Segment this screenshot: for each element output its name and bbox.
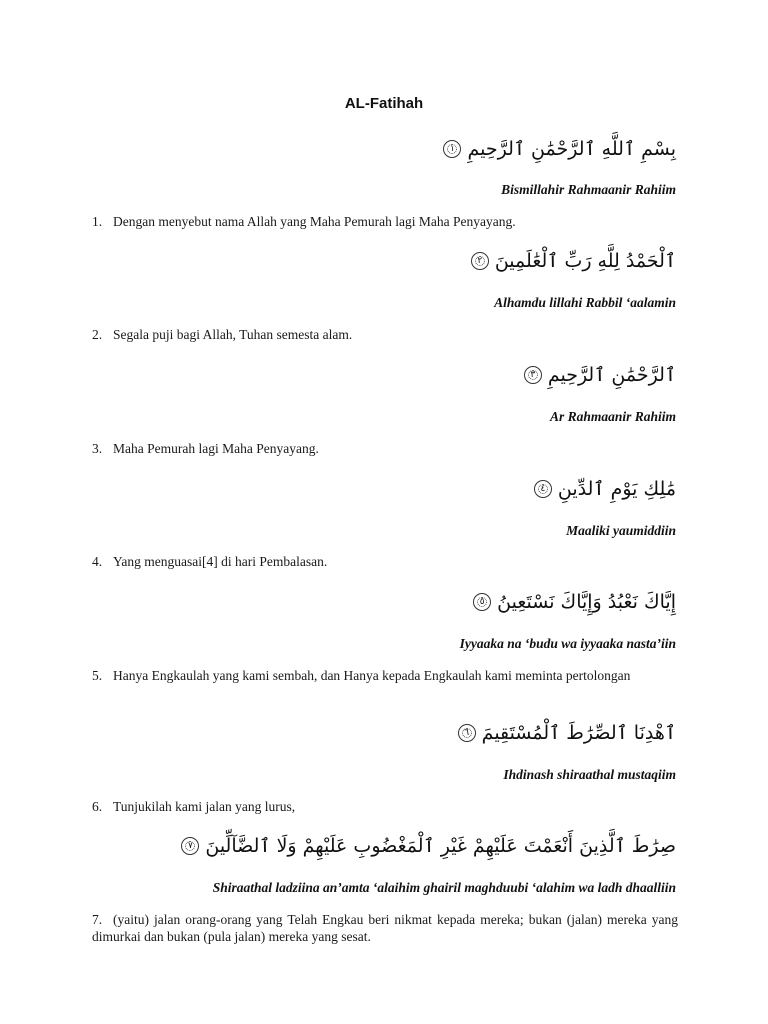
verse-number: 3.: [92, 441, 103, 456]
ayah-number-mark: ٢: [471, 252, 489, 270]
verse-number: 7.: [92, 912, 103, 927]
arabic-text: مَٰلِكِ يَوْمِ ٱلدِّينِ: [557, 478, 676, 500]
transliteration-verse-2: Alhamdu lillahi Rabbil ‘aalamin: [494, 295, 676, 310]
ayah-number-mark: ٧: [181, 837, 199, 855]
transliteration-verse-4: Maaliki yaumiddiin: [566, 523, 676, 538]
verse-number: 2.: [92, 327, 103, 342]
meaning-text: Segala puji bagi Allah, Tuhan semesta alam.: [113, 327, 353, 342]
meaning-verse-2: [92, 326, 678, 343]
arabic-verse-2: [471, 250, 676, 272]
arabic-verse-1: [443, 138, 676, 160]
arabic-verse-4: [534, 478, 676, 500]
arabic-text: إِيَّاكَ نَعْبُدُ وَإِيَّاكَ نَسْتَعِينُ: [497, 591, 676, 613]
arabic-text: ٱلْحَمْدُ لِلَّهِ رَبِّ ٱلْعَٰلَمِينَ: [494, 250, 676, 272]
ayah-number-mark: ٣: [524, 366, 542, 384]
arabic-text: ٱهْدِنَا ٱلصِّرَٰطَ ٱلْمُسْتَقِيمَ: [481, 722, 676, 744]
meaning-text: Yang menguasai[4] di hari Pembalasan.: [113, 554, 328, 569]
verse-number: 4.: [92, 554, 103, 569]
transliteration-verse-7: Shiraathal ladziina an’amta ‘alaihim ghairil maghduubi ‘alahim wa ladh dhaalliin: [212, 880, 676, 895]
meaning-verse-6: [92, 798, 678, 815]
meaning-verse-7: [92, 911, 678, 945]
arabic-verse-3: [524, 364, 676, 386]
arabic-text: ٱلرَّحْمَٰنِ ٱلرَّحِيمِ: [547, 364, 676, 386]
arabic-verse-6: [458, 722, 676, 744]
meaning-text: (yaitu) jalan orang-orang yang Telah Engkau beri nikmat kepada mereka; bukan (jalan) mereka yang dimurkai dan bukan (pula jalan) mereka yang sesat.: [92, 912, 678, 944]
ayah-number-mark: ٦: [458, 724, 476, 742]
ayah-number-mark: ١: [443, 140, 461, 158]
ayah-number-mark: ٥: [473, 593, 491, 611]
arabic-text: صِرَٰطَ ٱلَّذِينَ أَنْعَمْتَ عَلَيْهِمْ غَيْرِ ٱلْمَغْضُوبِ عَلَيْهِمْ وَلَا ٱلضَّآلِّينَ: [205, 835, 676, 857]
verse-number: 1.: [92, 214, 103, 229]
meaning-verse-5: [92, 667, 678, 684]
arabic-text: بِسْمِ ٱللَّهِ ٱلرَّحْمَٰنِ ٱلرَّحِيمِ: [467, 138, 676, 160]
meaning-text: Tunjukilah kami jalan yang lurus,: [113, 799, 296, 814]
verse-number: 5.: [92, 668, 103, 683]
meaning-text: Dengan menyebut nama Allah yang Maha Pemurah lagi Maha Penyayang.: [113, 214, 516, 229]
meaning-text: Hanya Engkaulah yang kami sembah, dan Hanya kepada Engkaulah kami meminta pertolongan: [113, 668, 631, 683]
arabic-verse-7: [181, 835, 676, 857]
transliteration-verse-1: Bismillahir Rahmaanir Rahiim: [501, 182, 676, 197]
transliteration-verse-3: Ar Rahmaanir Rahiim: [549, 409, 676, 424]
meaning-verse-3: [92, 440, 678, 457]
meaning-text: Maha Pemurah lagi Maha Penyayang.: [113, 441, 319, 456]
ayah-number-mark: ٤: [534, 480, 552, 498]
page-title: AL-Fatihah: [344, 95, 424, 112]
transliteration-verse-6: Ihdinash shiraathal mustaqiim: [503, 767, 676, 782]
verse-number: 6.: [92, 799, 103, 814]
arabic-verse-5: [473, 591, 676, 613]
meaning-verse-1: [92, 213, 678, 230]
meaning-verse-4: [92, 553, 678, 570]
transliteration-verse-5: Iyyaaka na ‘budu wa iyyaaka nasta’iin: [459, 636, 676, 651]
